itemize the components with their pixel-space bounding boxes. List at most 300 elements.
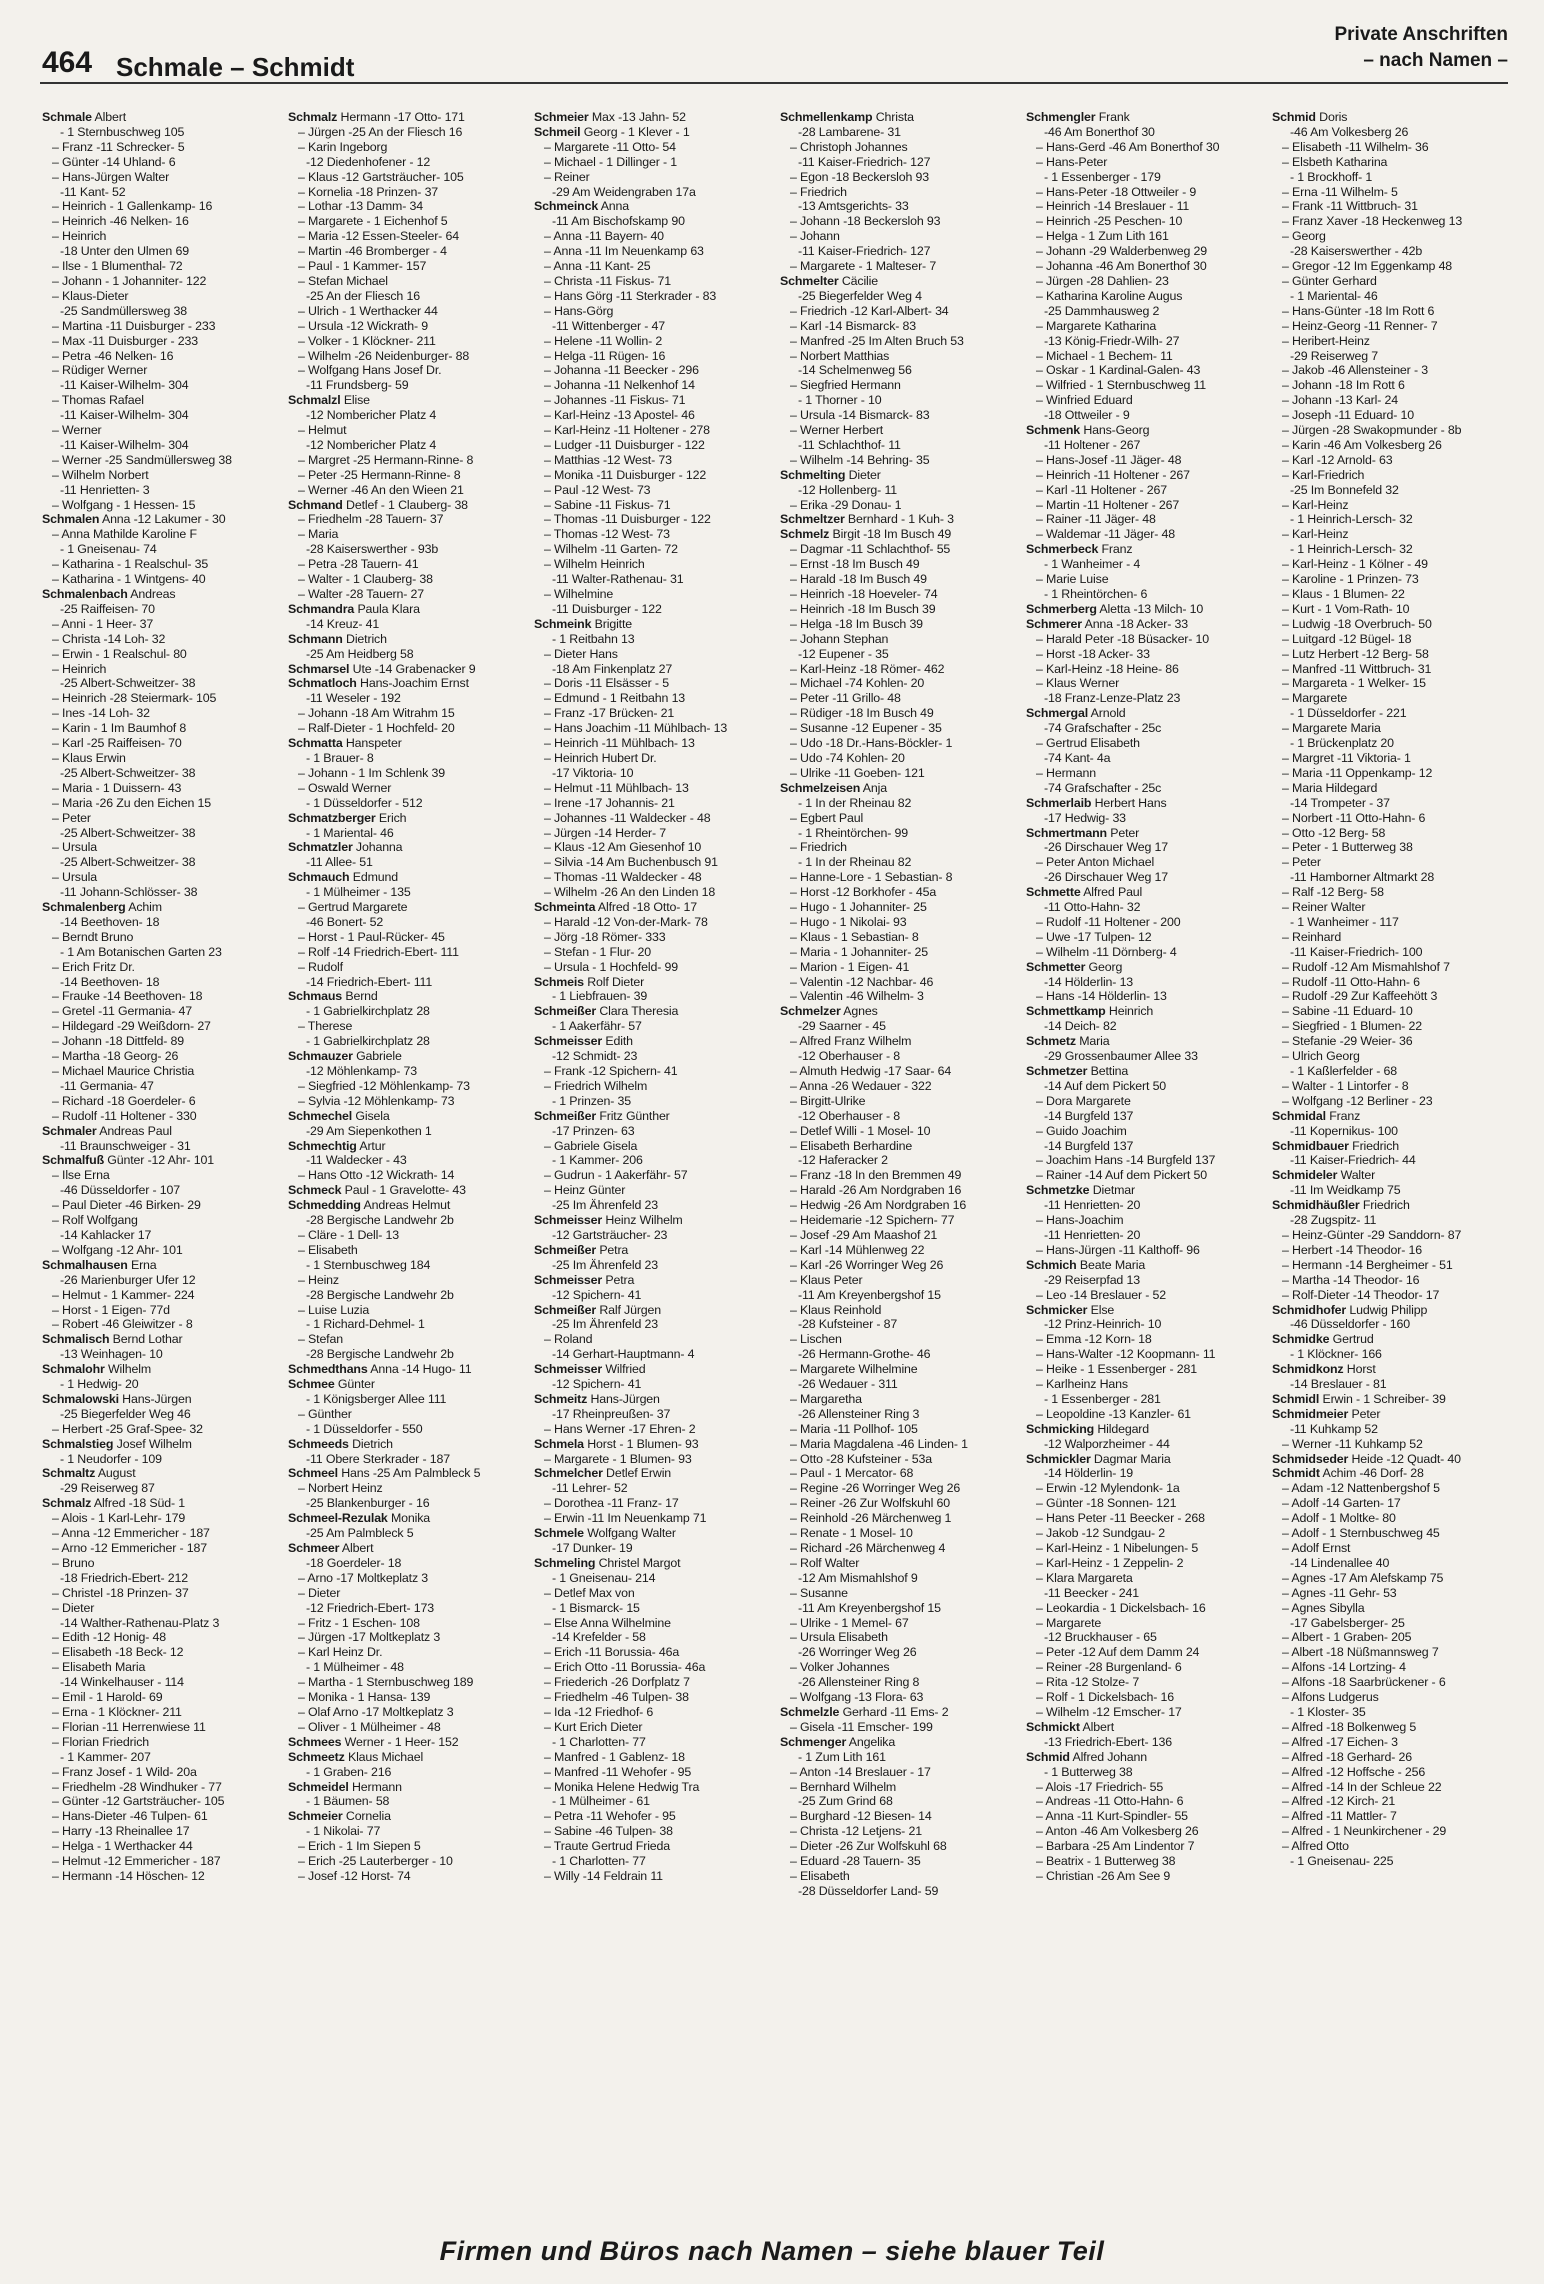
address-line: - 1 Wanheimer - 117 — [1290, 914, 1399, 929]
directory-entry: – Alfred -12 Kirch- 21 — [1282, 1794, 1396, 1809]
address-line: -17 Rheinpreußen- 37 — [552, 1406, 671, 1421]
directory-entry: – Heinrich -46 Nelken- 16 — [52, 214, 189, 229]
directory-entry: – Anna Mathilde Karoline F — [52, 527, 197, 542]
directory-entry: – Paul - 1 Kammer- 157 — [298, 259, 427, 274]
directory-entry: – Heinrich -28 Steiermark- 105 — [52, 691, 217, 706]
directory-entry: – Sabine -11 Fiskus- 71 — [544, 497, 671, 512]
entry-details: Bernd Lothar — [112, 1332, 183, 1347]
directory-entry: – Marie Luise — [1036, 572, 1109, 587]
surname: Schmand — [288, 497, 343, 512]
directory-entry: – Margarete - 1 Blumen- 93 — [544, 1451, 692, 1466]
directory-entry: – Dieter — [52, 1600, 95, 1615]
header-rule — [40, 82, 1508, 84]
directory-entry: – Ursula -14 Bismarck- 83 — [790, 408, 930, 423]
address-line: -13 Friedrich-Ebert- 136 — [1044, 1734, 1172, 1749]
directory-entry: – Wilhelmine — [544, 587, 614, 601]
address-line: - 1 Kammer- 206 — [552, 1153, 643, 1168]
surname: Schmatzler — [288, 840, 353, 855]
address-line: -12 Hollenberg- 11 — [798, 482, 898, 497]
surname-entry — [1026, 1303, 1262, 1318]
directory-entry: – Peter -12 Auf dem Damm 24 — [1036, 1645, 1200, 1660]
directory-entry: – Roland — [544, 1332, 593, 1347]
surname-entry — [288, 1049, 524, 1064]
surname: Schmechel — [288, 1108, 353, 1123]
surname-entry — [288, 1750, 524, 1765]
surname-entry — [42, 1437, 278, 1452]
directory-entry: – Maria -12 Essen-Steeler- 64 — [298, 229, 459, 244]
directory-entry: – Kurt - 1 Vom-Rath- 10 — [1282, 601, 1410, 616]
entry-details: Hermann -17 Otto- 171 — [340, 110, 465, 124]
entry-details: Hans-Jürgen — [122, 1391, 192, 1406]
directory-entry: – Heribert-Heinz — [1282, 333, 1370, 348]
directory-entry: – Leopoldine -13 Kanzler- 61 — [1036, 1406, 1191, 1421]
directory-entry: – Franz Josef - 1 Wild- 20a — [52, 1764, 197, 1779]
surname-entry — [534, 1109, 770, 1124]
surname: Schmeling — [534, 1555, 596, 1570]
surname: Schmengler — [1026, 110, 1096, 124]
address-line: - 1 Zum Lith 161 — [798, 1749, 886, 1764]
address-line: - 1 Düsseldorfer - 221 — [1290, 706, 1407, 721]
directory-entry: – Margarete — [1282, 691, 1348, 706]
directory-entry: – Heinrich -11 Holtener - 267 — [1036, 467, 1190, 482]
surname: Schmidl — [1272, 1391, 1320, 1406]
directory-listing — [42, 110, 1508, 2230]
surname-entry — [288, 1466, 524, 1481]
directory-column-1 — [42, 110, 278, 2230]
address-line: -11 Obere Sterkrader - 187 — [306, 1451, 450, 1466]
entry-details: Anna -14 Hugo- 11 — [370, 1362, 472, 1377]
directory-entry: – Klaus - 1 Sebastian- 8 — [790, 929, 919, 944]
address-line: -11 Henrietten- 3 — [60, 482, 150, 497]
directory-entry: – Anna -11 Kurt-Spindler- 55 — [1036, 1809, 1188, 1824]
directory-entry: – Robert -46 Gleiwitzer - 8 — [52, 1317, 193, 1332]
address-line: -17 Gabelsberger- 25 — [1290, 1615, 1405, 1630]
directory-entry: – Margret -25 Hermann-Rinne- 8 — [298, 452, 474, 467]
directory-entry: – Margret -11 Viktoria- 1 — [1282, 750, 1411, 765]
directory-entry: – Hans Peter -11 Beecker - 268 — [1036, 1511, 1205, 1526]
directory-entry: – Marion - 1 Eigen- 41 — [790, 959, 910, 974]
entry-details: Georg — [1088, 959, 1123, 974]
directory-entry: – Maria -11 Pollhof- 105 — [790, 1421, 918, 1436]
surname-entry — [42, 1153, 278, 1168]
entry-details: Christel Margot — [598, 1555, 681, 1570]
directory-entry: – Horst - 1 Paul-Rücker- 45 — [298, 929, 445, 944]
directory-entry: – Hedwig -26 Am Nordgraben 16 — [790, 1198, 967, 1213]
directory-entry: – Paul Dieter -46 Birken- 29 — [52, 1198, 201, 1213]
directory-entry: – Friedrich — [790, 840, 847, 855]
directory-entry: – Johann -29 Walderbenweg 29 — [1036, 244, 1207, 259]
directory-entry: – Hans Joachim -11 Mühlbach- 13 — [544, 721, 728, 736]
directory-entry: – Jürgen -14 Herder- 7 — [544, 825, 667, 840]
surname: Schmettkamp — [1026, 1004, 1106, 1019]
directory-entry: – Manfred -11 Wittbruch- 31 — [1282, 661, 1432, 676]
entry-details: Dieter — [848, 467, 881, 482]
address-line: -26 Allensteiner Ring 8 — [798, 1675, 920, 1690]
directory-entry: – Leo -14 Breslauer - 52 — [1036, 1287, 1167, 1302]
directory-entry: – Berndt Bruno — [52, 929, 134, 944]
surname-entry — [1026, 542, 1262, 557]
directory-entry: – Erika -29 Donau- 1 — [790, 497, 902, 512]
directory-entry: – Gregor -12 Im Eggenkamp 48 — [1282, 259, 1453, 274]
directory-entry: – Elisabeth — [298, 1242, 358, 1257]
surname-entry — [1026, 1183, 1262, 1198]
entry-details: Erwin - 1 Schreiber- 39 — [1322, 1391, 1446, 1406]
address-line: - 1 Essenberger - 281 — [1044, 1391, 1161, 1406]
surname: Schmalfuß — [42, 1153, 104, 1168]
page-number: 464 — [42, 46, 93, 79]
directory-entry: – Karlheinz Hans — [1036, 1377, 1128, 1392]
directory-entry: – Dorothea -11 Franz- 17 — [544, 1496, 679, 1511]
surname-entry — [288, 1780, 524, 1795]
surname: Schmauzer — [288, 1049, 353, 1064]
address-line: -25 Albert-Schweitzer- 38 — [60, 765, 196, 780]
directory-entry: – Harald -12 Von-der-Mark- 78 — [544, 914, 708, 929]
entry-details: Edmund — [352, 870, 399, 885]
surname-entry — [534, 1004, 770, 1019]
entry-details: Werner - 1 Heer- 152 — [344, 1734, 459, 1749]
address-line: - 1 Sternbuschweg 105 — [60, 124, 185, 139]
directory-entry: – Karin Ingeborg — [298, 139, 388, 154]
address-line: -13 Weinhagen- 10 — [60, 1347, 163, 1362]
surname-entry — [780, 274, 1016, 289]
surname: Schmalhausen — [42, 1257, 128, 1272]
surname: Schmeck — [288, 1183, 342, 1198]
directory-entry: – Hans-Görg — [544, 303, 614, 318]
surname-entry — [534, 125, 770, 140]
directory-entry: – Wolfgang -13 Flora- 63 — [790, 1690, 924, 1705]
directory-entry: – Peter -11 Grillo- 48 — [790, 691, 901, 706]
surname: Schmeier — [534, 110, 589, 124]
address-line: -12 Spichern- 41 — [552, 1377, 642, 1392]
directory-entry: – Stefan - 1 Flur- 20 — [544, 944, 652, 959]
directory-entry: – Herbert -25 Graf-Spee- 32 — [52, 1421, 203, 1436]
surname-entry — [780, 110, 1016, 125]
directory-entry: – Waldemar -11 Jäger- 48 — [1036, 527, 1175, 542]
entry-details: Else — [1090, 1302, 1115, 1317]
address-line: -25 Albert-Schweitzer- 38 — [60, 676, 196, 691]
surname: Schmerberg — [1026, 601, 1097, 616]
directory-entry: – Helga -11 Rügen- 16 — [544, 348, 666, 363]
surname: Schmette — [1026, 885, 1081, 900]
entry-details: Hermann — [351, 1779, 402, 1794]
surname-entry — [780, 527, 1016, 542]
section-title: Private Anschriften — [1334, 24, 1508, 45]
directory-entry: – Petra -46 Nelken- 16 — [52, 348, 174, 363]
directory-entry: – Bruno — [52, 1555, 95, 1570]
address-line: -29 Am Siepenkothen 1 — [306, 1123, 432, 1138]
directory-entry: – Klaus-Dieter — [52, 288, 129, 303]
directory-entry: – Margarete — [1036, 1615, 1102, 1630]
address-line: -28 Zugspitz- 11 — [1290, 1213, 1377, 1228]
directory-entry: – Alfred -17 Eichen- 3 — [1282, 1734, 1398, 1749]
address-line: -25 Im Bonnefeld 32 — [1290, 482, 1399, 497]
surname-entry — [1026, 1258, 1262, 1273]
surname-entry — [288, 989, 524, 1004]
directory-entry: – Johannes -11 Fiskus- 71 — [544, 393, 686, 408]
surname: Schmalen — [42, 512, 100, 527]
address-line: -11 Im Weidkamp 75 — [1290, 1183, 1401, 1198]
directory-entry: – Reinhold -26 Märchenweg 1 — [790, 1511, 952, 1526]
directory-entry: – Anna -11 Kant- 25 — [544, 259, 651, 274]
directory-entry: – Rüdiger -18 Im Busch 49 — [790, 706, 934, 721]
directory-entry: – Heinrich -11 Mühlbach- 13 — [544, 736, 695, 751]
address-line: -74 Kant- 4a — [1044, 750, 1111, 765]
directory-entry: – Rudolf -11 Otto-Hahn- 6 — [1282, 974, 1420, 989]
surname: Schmeeds — [288, 1436, 349, 1451]
address-line: - 1 Reitbahn 13 — [552, 631, 635, 646]
entry-details: Frank — [1098, 110, 1130, 124]
directory-entry: – Matthias -12 West- 73 — [544, 452, 672, 467]
directory-entry: – Florian -11 Herrenwiese 11 — [52, 1719, 206, 1734]
address-line: -14 Winkelhauser - 114 — [60, 1675, 184, 1690]
surname: Schmeier — [288, 1809, 343, 1824]
address-line: -12 Eupener - 35 — [798, 646, 889, 661]
surname: Schmalenbach — [42, 587, 128, 601]
entry-details: Albert — [94, 110, 126, 124]
entry-details: Dagmar Maria — [1093, 1451, 1171, 1466]
surname: Schmidmeier — [1272, 1406, 1349, 1421]
address-line: -11 Schlachthof- 11 — [798, 437, 901, 452]
address-line: -14 Kreuz- 41 — [306, 616, 380, 631]
entry-details: Achim — [128, 900, 162, 915]
address-line: -11 Holtener - 267 — [1044, 437, 1141, 452]
address-line: -26 Allensteiner Ring 3 — [798, 1406, 920, 1421]
directory-entry: – Alfred - 1 Neunkirchener - 29 — [1282, 1824, 1447, 1839]
address-line: -28 Kaiserswerther - 93b — [306, 542, 439, 557]
directory-entry: – Franz -18 In den Bremmen 49 — [790, 1168, 962, 1183]
directory-entry: – Margarete Katharina — [1036, 318, 1157, 333]
directory-entry: – Alfons Ludgerus — [1282, 1690, 1379, 1705]
directory-entry: – Otto -12 Berg- 58 — [1282, 825, 1386, 840]
directory-entry: – Maria - 1 Duissern- 43 — [52, 780, 182, 795]
address-line: -25 Albert-Schweitzer- 38 — [60, 855, 196, 870]
directory-entry: – Erich Fritz Dr. — [52, 959, 135, 974]
surname: Schmicker — [1026, 1302, 1088, 1317]
address-line: -18 Am Finkenplatz 27 — [552, 661, 673, 676]
address-line: -12 Friedrich-Ebert- 173 — [306, 1600, 434, 1615]
address-line: -11 Kaiser-Friedrich- 127 — [798, 154, 931, 169]
entry-details: Clara Theresia — [599, 1004, 679, 1019]
surname-entry — [288, 1735, 524, 1750]
surname: Schmeitz — [534, 1391, 588, 1406]
directory-entry: – Hermann -14 Bergheimer - 51 — [1282, 1257, 1453, 1272]
address-line: - 1 Gneisenau- 74 — [60, 542, 157, 557]
directory-entry: – Petra -11 Wehofer - 95 — [544, 1809, 676, 1824]
directory-entry: – Renate - 1 Mosel- 10 — [790, 1526, 913, 1541]
entry-details: Petra — [605, 1272, 635, 1287]
address-line: -11 Beecker - 241 — [1044, 1585, 1140, 1600]
address-line: -74 Grafschafter - 25c — [1044, 721, 1162, 736]
directory-entry: – Günter -14 Uhland- 6 — [52, 154, 176, 169]
directory-entry: – Karin -46 Am Volkesberg 26 — [1282, 437, 1442, 452]
directory-entry: – Monika Helene Hedwig Tra — [544, 1779, 700, 1794]
directory-entry: – Reiner -28 Burgenland- 6 — [1036, 1660, 1182, 1675]
directory-entry: – Reiner -26 Zur Wolfskuhl 60 — [790, 1496, 951, 1511]
directory-entry: – Gretel -11 Germania- 47 — [52, 1004, 192, 1019]
page-header — [0, 0, 1544, 90]
directory-entry: – Walter - 1 Lintorfer - 8 — [1282, 1078, 1409, 1093]
directory-entry: – Erwin -12 Mylendonk- 1a — [1036, 1481, 1180, 1496]
directory-entry: – Harry -13 Rheinallee 17 — [52, 1824, 190, 1839]
directory-entry: – Anna -12 Emmericher - 187 — [52, 1526, 210, 1541]
surname-entry — [1026, 1750, 1262, 1765]
entry-details: Friedrich — [1352, 1138, 1400, 1153]
surname: Schmeidel — [288, 1779, 349, 1794]
surname: Schmedthans — [288, 1362, 368, 1377]
directory-entry: – Wilfried - 1 Sternbuschweg 11 — [1036, 378, 1207, 393]
directory-entry: – Heinrich — [52, 229, 107, 244]
address-line: -14 Deich- 82 — [1044, 1019, 1117, 1034]
directory-entry: – Michael Maurice Christia — [52, 1064, 195, 1078]
directory-entry: – Friederich -26 Dorfplatz 7 — [544, 1675, 690, 1690]
directory-entry: – Harald -18 Im Busch 49 — [790, 572, 927, 587]
address-line: -11 Henrietten- 20 — [1044, 1227, 1141, 1242]
address-line: - 1 In der Rheinau 82 — [798, 855, 912, 870]
surname: Schmalz — [42, 1496, 92, 1511]
directory-entry: – Siegfried -12 Möhlenkamp- 73 — [298, 1078, 470, 1093]
directory-entry: – Anna -11 Im Neuenkamp 63 — [544, 244, 704, 259]
directory-entry: – Wolfgang -12 Ahr- 101 — [52, 1242, 183, 1257]
address-line: -25 Im Ährenfeld 23 — [552, 1198, 658, 1213]
directory-entry: – Hans-Günter -18 Im Rott 6 — [1282, 303, 1435, 318]
address-line: -11 Walter-Rathenau- 31 — [552, 572, 684, 587]
address-line: -14 Trompeter - 37 — [1290, 795, 1390, 810]
directory-entry: – Karoline - 1 Prinzen- 73 — [1282, 572, 1419, 587]
surname: Schmeißer — [534, 1302, 597, 1317]
directory-entry: – Karl-Heinz — [1282, 497, 1349, 512]
directory-entry: – Erna -11 Wilhelm- 5 — [1282, 184, 1398, 199]
entry-details: August — [97, 1466, 136, 1481]
directory-entry: – Joseph -11 Eduard- 10 — [1282, 408, 1415, 423]
surname-entry — [1272, 1139, 1508, 1154]
surname: Schmechtig — [288, 1138, 357, 1153]
entry-details: Monika — [390, 1511, 431, 1526]
directory-entry: – Hildegard -29 Weißdorn- 27 — [52, 1019, 211, 1034]
directory-entry: – Irene -17 Johannis- 21 — [544, 795, 675, 810]
directory-entry: – Wilhelm Heinrich — [544, 557, 645, 572]
entry-details: Gertrud — [1332, 1332, 1374, 1347]
directory-entry: – Karl-Heinz - 1 Zeppelin- 2 — [1036, 1555, 1184, 1570]
surname-entry — [534, 1362, 770, 1377]
directory-entry: – Joachim Hans -14 Burgfeld 137 — [1036, 1153, 1216, 1168]
entry-details: Dietrich — [346, 631, 387, 646]
directory-entry: – Manfred -11 Wehofer - 95 — [544, 1764, 692, 1779]
directory-entry: – Adolf - 1 Moltke- 80 — [1282, 1511, 1396, 1526]
surname: Schmenger — [780, 1734, 847, 1749]
directory-entry: – Jörg -18 Römer- 333 — [544, 929, 666, 944]
address-line: -11 Kant- 52 — [60, 184, 126, 199]
directory-entry: – Peter Anton Michael — [1036, 855, 1155, 870]
address-line: -25 Am Palmbleck 5 — [306, 1526, 414, 1541]
directory-entry: – Wilhelm -11 Garten- 72 — [544, 542, 678, 557]
address-line: -11 Allee- 51 — [306, 855, 373, 870]
directory-entry: – Lischen — [790, 1332, 842, 1347]
directory-entry: – Alfred Franz Wilhelm — [790, 1034, 912, 1049]
entry-details: Angelika — [848, 1734, 896, 1749]
entry-details: Max -13 Jahn- 52 — [591, 110, 686, 124]
directory-entry: – Frank -12 Spichern- 41 — [544, 1064, 678, 1078]
surname-entry — [288, 1541, 524, 1556]
surname: Schmeinta — [534, 900, 596, 915]
directory-entry: – Uwe -17 Tulpen- 12 — [1036, 929, 1152, 944]
surname-entry — [288, 811, 524, 826]
entry-details: Heinz Wilhelm — [605, 1213, 683, 1228]
surname: Schmerer — [1026, 616, 1082, 631]
directory-entry: – Udo -18 Dr.-Hans-Böckler- 1 — [790, 736, 953, 751]
surname: Schmatta — [288, 736, 343, 751]
directory-entry: – Alfons -14 Lortzing- 4 — [1282, 1660, 1406, 1675]
directory-entry: – Petra -28 Tauern- 41 — [298, 557, 419, 572]
entry-details: Paula Klara — [357, 601, 420, 616]
directory-entry: – Johanna -11 Beecker - 296 — [544, 363, 699, 378]
directory-entry: – Monika - 1 Hansa- 139 — [298, 1690, 431, 1705]
directory-entry: – Florian Friedrich — [52, 1734, 149, 1749]
directory-entry: – Karl Heinz Dr. — [298, 1645, 383, 1660]
entry-details: Anja — [862, 780, 887, 795]
directory-entry: – Klaus Erwin — [52, 750, 126, 765]
surname: Schmalstieg — [42, 1436, 114, 1451]
surname: Schmerbeck — [1026, 542, 1099, 557]
directory-entry: – Norbert Heinz — [298, 1481, 383, 1496]
address-line: -14 Beethoven- 18 — [60, 914, 160, 929]
directory-entry: – Walter - 1 Clauberg- 38 — [298, 572, 433, 587]
entry-details: Wilfried — [605, 1362, 646, 1377]
address-line: - 1 Brauer- 8 — [306, 750, 374, 765]
directory-entry: – Rolf - 1 Dickelsbach- 16 — [1036, 1690, 1174, 1705]
surname-entry — [288, 1109, 524, 1124]
directory-entry: – Wolfgang -12 Berliner - 23 — [1282, 1093, 1433, 1108]
directory-entry: – Karin - 1 Im Baumhof 8 — [52, 721, 187, 736]
directory-entry: – Hans Otto -12 Wickrath- 14 — [298, 1168, 455, 1183]
address-line: -12 Prinz-Heinrich- 10 — [1044, 1317, 1162, 1332]
directory-entry: – Reiner — [544, 169, 590, 184]
address-line: -28 Bergische Landwehr 2b — [306, 1347, 454, 1362]
directory-entry: – Rudolf -11 Holtener - 330 — [52, 1108, 197, 1123]
address-line: - 1 In der Rheinau 82 — [798, 795, 912, 810]
address-line: -25 Biegerfelder Weg 4 — [798, 288, 922, 303]
directory-entry: – Peter -25 Hermann-Rinne- 8 — [298, 467, 461, 482]
address-line: -12 Möhlenkamp- 73 — [306, 1064, 417, 1078]
directory-entry: – Otto -28 Kufsteiner - 53a — [790, 1451, 932, 1466]
entry-details: Alfred Johann — [1072, 1749, 1147, 1764]
surname: Schmeel-Rezulak — [288, 1511, 388, 1526]
surname-entry — [534, 975, 770, 990]
directory-entry: – Fritz - 1 Eschen- 108 — [298, 1615, 420, 1630]
surname: Schmatzberger — [288, 810, 376, 825]
address-line: - 1 Brockhoff- 1 — [1290, 169, 1373, 184]
surname-entry — [534, 1392, 770, 1407]
entry-details: Hildegard — [1097, 1421, 1150, 1436]
directory-entry: – Elsbeth Katharina — [1282, 154, 1388, 169]
directory-entry: – Heinrich - 1 Gallenkamp- 16 — [52, 199, 213, 214]
directory-entry: – Karl -11 Holtener - 267 — [1036, 482, 1168, 497]
address-line: - 1 Gneisenau- 225 — [1290, 1854, 1394, 1869]
directory-entry: – Maria - 1 Johanniter- 25 — [790, 944, 928, 959]
directory-entry: – Johann - 1 Im Schlenk 39 — [298, 765, 445, 780]
address-line: - 1 Neudorfer - 109 — [60, 1451, 162, 1466]
entry-details: Anna -12 Lakumer - 30 — [101, 512, 226, 527]
address-line: - 1 Gabrielkirchplatz 28 — [306, 1034, 430, 1049]
directory-entry: – Ilse Erna — [52, 1168, 110, 1183]
directory-entry: – Martin -46 Bromberger - 4 — [298, 244, 447, 259]
directory-entry: – Walter -28 Tauern- 27 — [298, 587, 425, 601]
address-line: -14 Friedrich-Ebert- 111 — [306, 974, 433, 989]
directory-entry: – Rolf-Dieter -14 Theodor- 17 — [1282, 1287, 1440, 1302]
address-line: -11 Duisburger - 122 — [552, 601, 662, 616]
directory-entry: – Johann Stephan — [790, 631, 889, 646]
directory-entry: – Rita -12 Stolze- 7 — [1036, 1675, 1140, 1690]
address-line: - 1 Bäumen- 58 — [306, 1794, 390, 1809]
